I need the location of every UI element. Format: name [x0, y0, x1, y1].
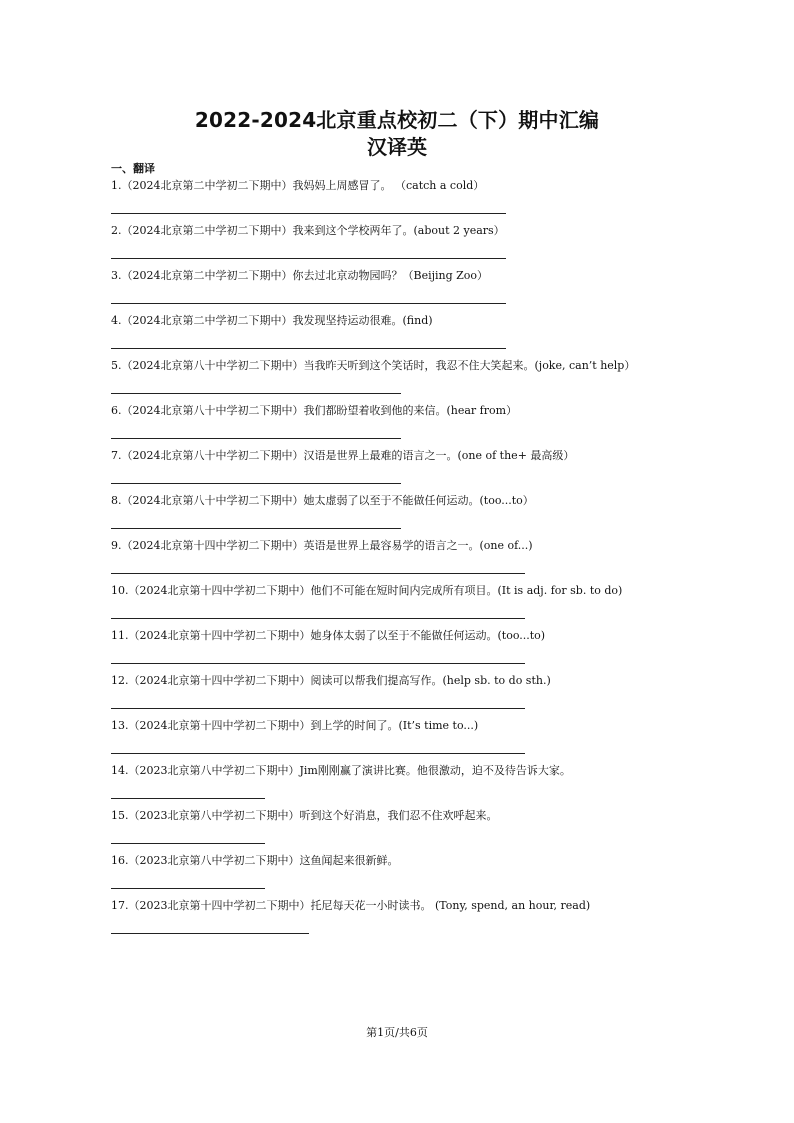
- page-title: 2022-2024北京重点校初二（下）期中汇编: [194, 108, 600, 132]
- question-text: 16.（2023北京第八中学初二下期中）这鱼闻起来很新鲜。: [111, 854, 399, 867]
- answer-line[interactable]: [111, 393, 401, 394]
- question-item: [111, 673, 751, 718]
- question-item: [111, 628, 751, 673]
- question-item: [111, 808, 751, 853]
- question-text: 15.（2023北京第八中学初二下期中）听到这个好消息，我们忍不住欢呼起来。: [111, 809, 498, 822]
- question-item: [111, 448, 751, 493]
- question-text: 12.（2024北京第十四中学初二下期中）阅读可以帮我们提高写作。(help sb. to do sth.): [111, 674, 551, 687]
- question-text: 6.（2024北京第八十中学初二下期中）我们都盼望着收到他的来信。(hear from）: [111, 404, 518, 417]
- question-text: 11.（2024北京第十四中学初二下期中）她身体太弱了以至于不能做任何运动。(too...to): [111, 629, 546, 642]
- question-text: 3.（2024北京第二中学初二下期中）你去过北京动物园吗？（Beijing Zoo）: [111, 269, 489, 282]
- answer-line[interactable]: [111, 348, 506, 349]
- answer-line[interactable]: [111, 213, 506, 214]
- question-item: [111, 718, 751, 763]
- answer-line[interactable]: [111, 528, 401, 529]
- answer-line[interactable]: [111, 573, 525, 574]
- answer-line[interactable]: [111, 798, 265, 799]
- question-item: [111, 583, 751, 628]
- question-item: [111, 268, 751, 313]
- question-text: 10.（2024北京第十四中学初二下期中）他们不可能在短时间内完成所有项目。(It is adj. for sb. to do): [111, 584, 623, 597]
- question-item: [111, 538, 751, 583]
- question-text: 5.（2024北京第八十中学初二下期中）当我昨天听到这个笑话时，我忍不住大笑起来。(joke, can’t help）: [111, 359, 636, 372]
- answer-line[interactable]: [111, 708, 525, 709]
- question-item: [111, 223, 751, 268]
- answer-line[interactable]: [111, 663, 525, 664]
- question-text: 14.（2023北京第八中学初二下期中）Jim刚刚赢了演讲比赛。他很激动，迫不及待告诉大家。: [111, 764, 571, 777]
- answer-line[interactable]: [111, 933, 309, 934]
- section-heading: 一、翻译: [111, 162, 155, 175]
- question-item: [111, 493, 751, 538]
- question-text: 7.（2024北京第八十中学初二下期中）汉语是世界上最难的语言之一。(one of the+ 最高级）: [111, 449, 575, 462]
- page-number: 第1页/共6页: [366, 1026, 428, 1039]
- question-item: [111, 898, 751, 943]
- answer-line[interactable]: [111, 618, 525, 619]
- question-text: 9.（2024北京第十四中学初二下期中）英语是世界上最容易学的语言之一。(one of...): [111, 539, 533, 552]
- answer-line[interactable]: [111, 438, 401, 439]
- question-text: 13.（2024北京第十四中学初二下期中）到上学的时间了。(It’s time to...): [111, 719, 479, 732]
- answer-line[interactable]: [111, 483, 401, 484]
- answer-line[interactable]: [111, 258, 506, 259]
- answer-line[interactable]: [111, 753, 525, 754]
- question-text: 2.（2024北京第二中学初二下期中）我来到这个学校两年了。(about 2 years）: [111, 224, 505, 237]
- question-item: [111, 358, 751, 403]
- question-list: [111, 178, 751, 943]
- question-item: [111, 763, 751, 808]
- answer-line[interactable]: [111, 888, 265, 889]
- question-text: 17.（2023北京第十四中学初二下期中）托尼每天花一小时读书。 (Tony, spend, an hour, read): [111, 899, 591, 912]
- page-subtitle: 汉译英: [367, 135, 427, 159]
- question-item: [111, 178, 751, 223]
- answer-line[interactable]: [111, 303, 506, 304]
- question-text: 4.（2024北京第二中学初二下期中）我发现坚持运动很难。(find): [111, 314, 433, 327]
- question-item: [111, 403, 751, 448]
- question-item: [111, 853, 751, 898]
- answer-line[interactable]: [111, 843, 265, 844]
- question-text: 8.（2024北京第八十中学初二下期中）她太虚弱了以至于不能做任何运动。(too...to）: [111, 494, 534, 507]
- question-text: 1.（2024北京第二中学初二下期中）我妈妈上周感冒了。 （catch a cold）: [111, 179, 485, 192]
- question-item: [111, 313, 751, 358]
